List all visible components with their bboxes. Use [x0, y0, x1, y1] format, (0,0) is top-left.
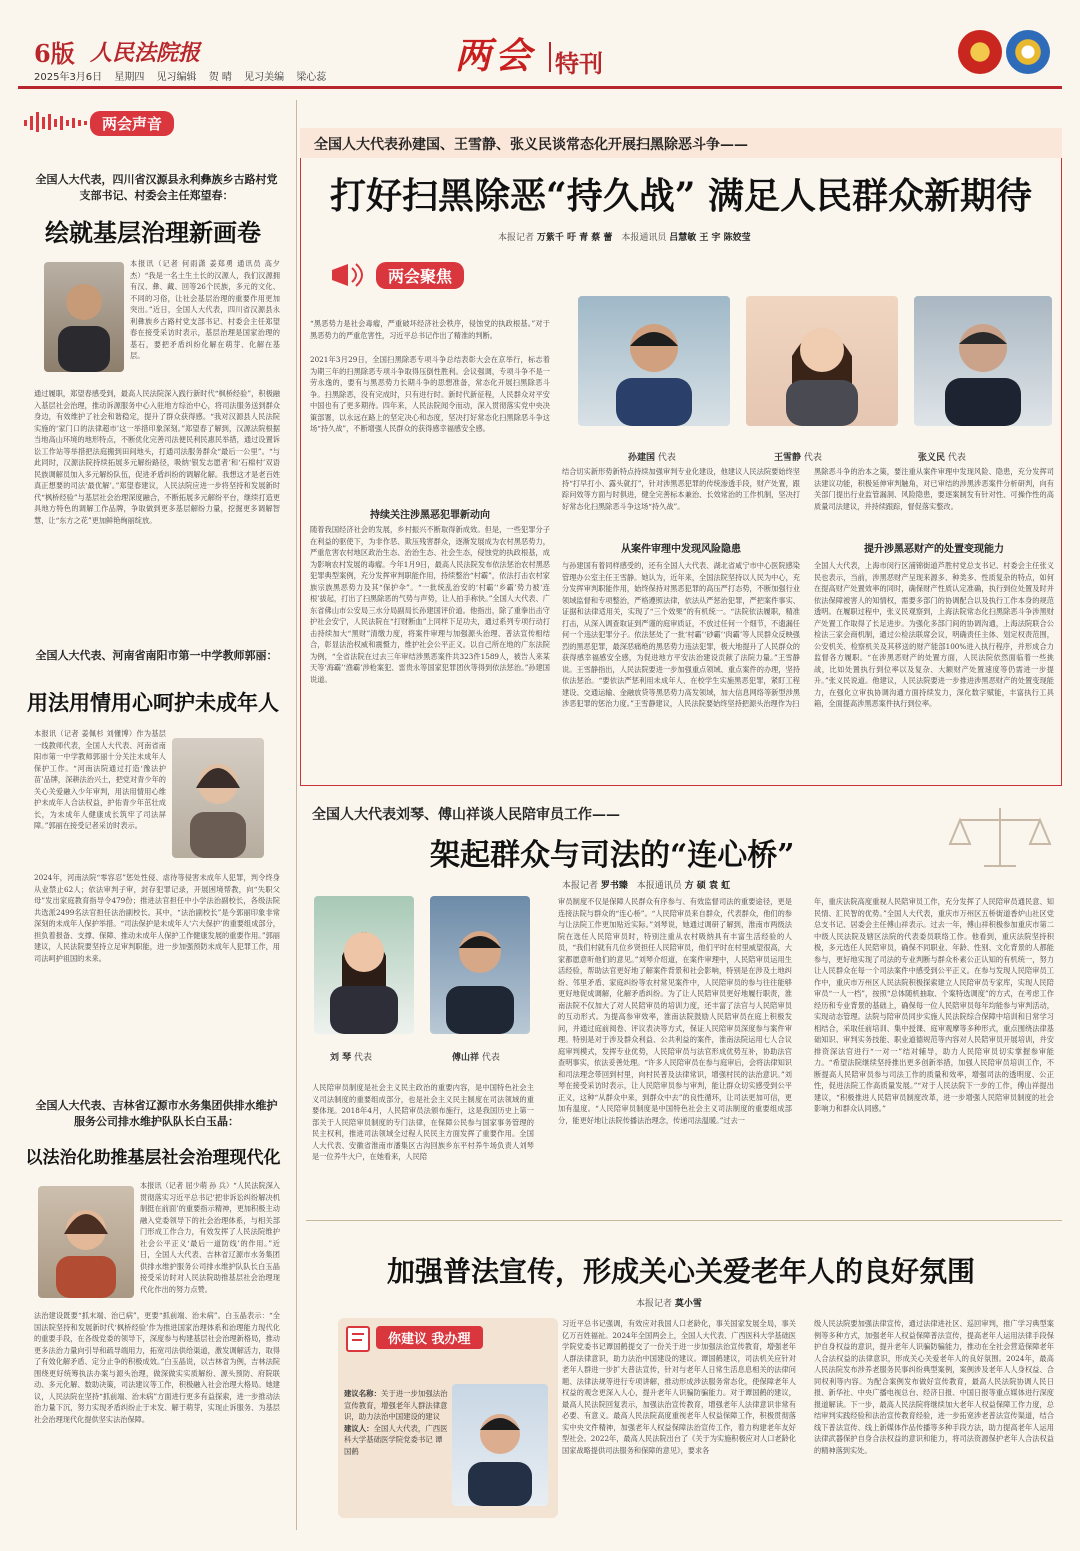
article-kicker: 全国人大代表刘琴、傅山祥谈人民陪审员工作—— [312, 807, 620, 823]
elder-paragraph: 级人民法院要加强法律宣传，通过法律进社区、巡回审判，推广学习典型案例等多种方式，加强老年人权益保障普法宣传，提高老年人运用法律手段保护自身权益的意识，提升老年人识骗防骗能力，推动在全社会营造保障老年人合法权益的法律意识，形成关心关爱老年人的良好氛围。2024年，最高人民法院发布涉养老服务民事纠纷典型案例，案例涉及老年人人身权益、合同权利等内容。为配合案例发布做好宣传教育，最高人民法院协调人民日报、新华社、中央广播电视总台、经济日报、中国日报等重点媒体进行深度报道解读。下一步，最高人民法院将继续加大老年人权益保障工作力度，总结审判实践经验和法治宣传教育经验，进一步拓宽涉老普法宣传渠道，结合线下普法宣传、线上新媒体作品传播等多种手段方法，助力提高老年人运用法律武器保护自身合法权益的意识和能力，将司法资源保护老年人合法权益的精神落到实处。 [814, 1319, 1054, 1455]
section-subtitle: 特刊 [555, 49, 603, 78]
portrait-photo [172, 738, 264, 858]
juror-paragraph: 人民陪审员制度是社会主义民主政治的重要内容，是中国特色社会主义司法制度的重要组成部分，也是社会主义民主制度在司法领域的重要体现。2018年4月，人民陪审员法颁布施行，这是我国历史上第一部关于人民陪审员制度的专门法律，在保障公民参与国家事务管理的民主权利，推进司法领域全过程人民民主方面发挥了重要作用。全国人大代表、安徽省淮南市潘集区古沟回族乡东平村养牛场负责人刘琴是一位养牛大户，在她看来，人民陪 [312, 1083, 534, 1161]
person-caption: 孙建国 代表 [628, 453, 676, 463]
person-icon [44, 262, 124, 372]
feature-byline: 本报记者 万紫千 吁 青 蔡 蕾 本报通讯员 吕慧敏 王 宇 陈姣莹 [498, 233, 751, 243]
person-icon [430, 896, 530, 1034]
article-body: 2024年，河南法院“零容忍”惩处性侵、虐待等侵害未成年人犯罪，判令终身从业禁止62人；依法审判子审，封存犯罪记录，开展困境帮教，向“失职父母”发出家庭教育指导令479份；推进法官担任中小学法治副校长，各级法院共选派2499名法官担任法治副校长。其中，“法治副校长”是今郭丽印象非常深刻的未成年人保护举措。“司法保护是未成年人‘六大保护’的重要组成部分，担负着报备、支撑、保障、推动未成年人保护工作健康发展的重要作用。”郭丽建议，人民法院要坚持立足审判职能，进一步加强预防未成年人犯罪工作，用司法呵护祖国的未来。 [34, 873, 280, 963]
portrait-photo [44, 262, 124, 372]
feature-paragraph: 全国人大代表，上海市闵行区浦锦街道芦胜村党总支书记、村委会主任张义民也表示，当前，涉黑恶财产呈现来源多、种类多、性质复杂的特点，如何在提高财产处置效率的同时，确保财产性质认定准确，执行到位处置及时并依法保障被害人的知情权，需要多部门的协调配合以及执行工作本身的规范透明。在履职过程中，张义民观察到，上海法院常态化扫黑除恶斗争涉黑财产处置工作取得了长足进步。为强化多部门间的协调沟通，上海法院联合公检法三家会商机制，通过公检法联席会议，明确责任主体、划定权责范围，公安机关、检察机关及其移送的财产能部100%进入执行程序，并形成合力监督各方履职。“在涉黑恶财产的处置方面，人民法院依然面临着一些挑战，比如处置执行到位率以及复杂、大额财产处置速度等仍需进一步提升。”张义民说道。他建议，人民法院要进一步推进涉黑恶财产的处置变现能力，在强化立审执协调沟通方面持续发力，深化数字赋能，丰富执行工具箱，全面提高涉黑恶案件执行到位率。 [814, 561, 1054, 708]
loudspeaker-icon [326, 258, 376, 292]
designer-label: 见习美编 [244, 72, 285, 83]
article-lead: 本报讯（记者 屈少萌 孙 兵）“人民法院深入贯彻落实习近平总书记‘把非诉讼纠纷解决机制挺在前面’的重要指示精神，更加积极主动融入党委领导下的社会治理体系，与相关部门形成工作合力，有效发挥了人民法院维护社会公平正义‘最后一道防线’的作用。”近日，全国人大代表、吉林省辽源市水务集团供排水维护服务公司排水维护队队长白玉晶接受采访时对人民法院助推基层社会治理现代化作出的努力点赞。 [140, 1181, 280, 1294]
feature-paragraph: 随着我国经济社会的发展，乡村振兴不断取得新成效。但是，一些犯罪分子在利益的驱使下，为非作恶、欺压残害群众，逐渐发展成为农村黑恶势力，严重危害农村地区政治生态、治治生态、社会生态，侵蚀党的执政根基，成为影响农村发展的毒瘤。今年1月9日，最高人民法院发布依法惩治农村黑恶犯罪典型案例，充分发挥审判职能作用，持续整治“村霸”，依法打击农村家族宗族黑恶势力及其“保护伞”。“一批统乱治安的‘村霸’‘乡霸’势力被‘连根’拔起，打出了扫黑除恶的气势与声势，让人拍手称快。”全国人大代表、广东省佛山市公安局三水分局副局长孙建国评价道。他指出，除了重拳出击守护社会安宁，人民法院在“打财断血”上同样下足功夫，通过系列专项行动打击持续加大“黑财”清缴力度，将案件审理与加强源头治理、普法宣传相结合，彰显法治权威和震慑力，维护社会公平正义。以自己所在地的广东法院为例，“全省法院在过去三年审结涉黑恶案件共323件1589人，被告人来某天等‘海霸’‘渔霸’涉枪案犯、雷贵永等国家犯罪团伙等得到依法惩治。”孙建国说道。 [310, 525, 550, 684]
person-icon [452, 1384, 548, 1506]
feature-paragraph: 黑除恶斗争的治本之策，要注重从案件审理中发现风险、隐患，充分发挥司法建议功能，积极延伸审判触角，对已审结的涉黑涉恶案件分析研判，向有关部门提出行业监管漏洞、风险隐患，要逐案制发有针对性、可操作性的高质量司法建议，并持续跟踪，督促落实整改。 [814, 467, 1054, 511]
feature-subhead: 提升涉黑恶财产的处置变现能力 [864, 544, 1004, 555]
feature-subhead: 从案件审理中发现风险隐患 [621, 544, 741, 555]
column-label-suggestion: 你建议 我办理 [344, 1324, 494, 1354]
person-icon [172, 738, 264, 858]
juror-paragraph: 审员制度不仅是保障人民群众有序参与、有效监督司法的重要途径，更是连接法院与群众的“连心桥”。“人民陪审员来自群众，代表群众，他们的参与让法院工作更加贴近实际。”刘琴说，她通过调研了解到，淮南市两级法院在选任人民陪审员时，特别注重从农村吸纳具有丰富生活经验的人员，“我们村就有几位乡贤担任人民陪审员，他们平时在村里威望很高，大家都愿意听他们的意见。”刘琴介绍道，在案件审理中，人民陪审员运用生活经验，帮助法官更好地了解案件背景和社会影响，特别是在涉及土地纠纷、邻里矛盾、家庭纠纷等农村常见案件中，人民陪审员的参与往往能够更好地促成调解，化解矛盾纠纷。为了让人民陪审员更好地履行职责，淮南法院不仅加大了对人民陪审员的培训力度，还丰富了法官与人民陪审员的互动形式。为提高参审效率，淮南法院鼓励人民陪审员在庭上积极发问，并通过庭前阅卷、评议表决等方式，保证人民陪审员深度参与案件审理。特别是对于涉及群众利益、公共利益的案件，淮南法院运用七人合议庭审判模式，发挥专业优势，人民陪审员与法官形成优势互补，协助法官查明事实，依法妥善处理。“许多人民陪审员在参与庭审后，会将法律知识和司法理念带回到村里，向村民普及法律常识，增强村民的法治意识。”刘琴在接受采访时表示，让人民陪审员参与审判，能让群众切实感受到公平正义，这种“从群众中来，到群众中去”的良性循环，让司法更加可信，更加有温度。“人民陪审员制度是中国特色社会主义司法制度的重要组成部分，能更好地让法院传播法治理念，传递司法温暖。”过去一 [558, 897, 792, 1125]
column-divider [296, 100, 297, 1530]
person-icon [314, 896, 414, 1034]
portrait-photo [452, 1384, 548, 1506]
issue-weekday: 星期四 [114, 72, 145, 83]
editor-label: 见习编辑 [156, 72, 197, 83]
person-icon [914, 296, 1052, 426]
article-kicker: 全国人大代表孙建国、王雪静、张义民谈常态化开展扫黑除恶斗争—— [314, 137, 748, 153]
person-caption: 张义民 代表 [918, 453, 966, 463]
section-divider [306, 1220, 1062, 1221]
person-icon [578, 296, 730, 426]
feature-paragraph: 2021年3月29日，全国扫黑除恶专项斗争总结表彰大会在京举行，标志着为期三年的扫黑除恶专项斗争取得压倒性胜利。会议强调，专项斗争不是一劳永逸的，要有与黑恶势力长期斗争的思想准备，常态化开展扫黑除恶斗争。扫黑除恶，没有完成时，只有进行时。新时代新征程，人民群众对平安中国也有了更多期待。四年来，人民法院闻令而动，深入贯彻落实党中央决策部署，以永远在路上的坚定决心和态度，坚决打好常态化扫黑除恶斗争这场“持久战”，不断增强人民群众的获得感幸福感安全感。 [310, 355, 550, 433]
article-kicker: 全国人大代表、吉林省辽源市水务集团供排水维护服务公司排水维护队队长白玉晶： [35, 1099, 278, 1128]
person-icon [746, 296, 898, 426]
portrait-photo [430, 896, 530, 1034]
elder-paragraph: 习近平总书记强调，有效应对我国人口老龄化，事关国家发展全局，事关亿万百姓福祉。2024年全国两会上，全国人大代表、广西医科大学基础医学院党委书记谭国鹤提交了一份关于进一步加强法治宣传教育，增强老年人群法律意识，助力法治中国建设的建议。谭国鹤建议，司法机关应针对老年人群进一步扩大普法宣传，针对与老年人日常生活息息相关的法律问题、法律法规等进行专项讲解，推动形成涉法服务常态化，使保障老年人权益的观念更深入人心，提升老年人识骗防骗能力。对于谭国鹤的建议，最高人民法院回复表示，加强法治宣传教育，增强老年人法律意识非常有必要、有意义。最高人民法院高度重视老年人权益保障工作，积极贯彻落实中央文件精神，加强老年人权益保障法治宣传工作，着力构建老年友好型社会。2022年，最高人民法院出台了《关于为实施积极应对人口老龄化国家战略提供司法服务和保障的意见》，要求各 [562, 1319, 796, 1455]
issue-date: 2025年3月6日 [34, 72, 103, 83]
portrait-photo [746, 296, 898, 426]
editor-name: 贺 晴 [208, 72, 232, 83]
article-lead: 本报讯（记者 姜佩杉 刘懂博）作为基层一线教师代表，全国人大代表、河南省南阳市第一中学教师郭丽十分关注未成年人保护工作。“河南法院通过打造‘豫法护苗’品牌，深耕法治兴土，把党对青少年的关心关爱融入少年审判，用法用情用心维护未成年人合法权益，护佑青少年茁壮成长，为未成年人健康成长筑牢了司法屏障。”郭丽在接受记者采访时表示。 [34, 729, 166, 830]
designer-name: 梁心蕊 [296, 72, 327, 83]
cppcc-emblem-icon [1006, 30, 1050, 74]
section-title: 两会 [455, 35, 536, 77]
juror-byline: 本报记者 罗书臻 本报通讯员 方 硕 袁 虹 [562, 881, 731, 891]
article-headline: 用法用情用心呵护未成年人 [27, 690, 279, 715]
feature-subhead: 持续关注涉黑恶犯罪新动向 [370, 510, 490, 521]
person-caption: 王雪静 代表 [774, 453, 822, 463]
article-lead: 本报讯（记者 何雨潇 姜郑勇 通讯员 高夕杰）“我是一名土生土长的汉源人，我们汉源拥有汉、彝、藏、回等26个民族，多元的文化、不同的习俗，让社会基层治理的重要作用更加突出。”近日，全国人大代表，四川省汉源县永利彝族乡古路村党支部书记、村委会主任郑望春在接受采访时表示，基层治理是国家治理的基石，要把矛盾纠纷化解在萌芽、化解在基层。 [130, 259, 280, 360]
portrait-photo [38, 1186, 134, 1298]
person-icon [38, 1186, 134, 1298]
newspaper-logo: 人民法院报 [90, 40, 201, 66]
issue-info [34, 68, 335, 83]
elder-headline: 加强普法宣传，形成关心关爱老年人的良好氛围 [386, 1255, 975, 1288]
feature-paragraph: 结合切实新形势新特点持续加强审判专业化建设，他建议人民法院要始终坚持“打早打小、露头就打”，针对涉黑恶犯罪的传统渗透手段，财产处置，跟踪问效等方面与时俱进，健全完善标本兼治、长效常治的工作机制，坚决打好常态化扫黑除恶斗争这场“持久战”。 [562, 467, 800, 511]
article-kicker: 全国人大代表、河南省南阳市第一中学教师郭丽： [35, 649, 278, 662]
elder-byline: 本报记者 莫小雪 [636, 1299, 702, 1309]
feature-paragraph: 与孙建国有着同样感受的，还有全国人大代表、湖北省咸宁市中心医院感染管理办公室主任王雪静。她认为，近年来，全国法院坚持以人民为中心，充分发挥审判职能作用，始终保持对黑恶犯罪的高压严打态势，不断加强行业领域监督和专项整治，严格遵照法律，依法从严惩治犯罪，严把案件事实、证据和法律适用关，实现了“三个效果”的有机统一。“法院依法履职，精准打击，从深入调查取证到严谨的庭审质证，不放过任何一个细节，不遗漏任何一个违法犯罪分子。依法惩处了一批‘村霸’‘砂霸’‘肉霸’等人民群众反映强烈的黑恶犯罪，最深恶痛绝的黑恶势力违法犯罪，极大地提升了人民群众的获得感幸福感安全感，为促进地方平安法治建设贡献了法院力量。”王雪静说。王雪静指出，人民法院要进一步加强重点领域、重点案件的办理，坚持依法惩治。“要依法严惩利用未成年人、在校学生实施黑恶犯罪，紧盯工程建设、交通运输、金融放贷等黑恶势力高发领域，加大信息网络等新型涉黑涉恶犯罪的惩治力度。”王雪静建议，人民法院要始终坚持把源头治理作为扫 [562, 561, 800, 708]
document-pen-icon [344, 1324, 378, 1354]
article-body: 法治建设既要“抓末端、治已病”，更要“抓前端、治未病”。白玉晶表示：“全国法院坚持和发展新时代‘枫桥经验’作为推进国家治理体系和治理能力现代化的重要手段，在各级党委的领导下，深度参与构建基层社会治理新格局，推动更多法治力量向引导和疏导端用力，拓宽司法供给渠道，激发调解活力，取得了有效化解矛盾、定分止争的积极成效。”白玉晶说，以吉林省为例，吉林法院围绕更好统筹执法办案与源头治理，做深做实实质解纷、源头预防、府院联动、多元化解、数助决策，司法建议等工作，积极融入社会治理大格局。她建议，人民法院在坚持“抓前端、治未病”方面进行更多有益探索，进一步推动法治力量下沉，努力实现矛盾纠纷止于未发、解于萌芽，实现止诉服务、为基层社会治理现代化提供坚实法治保障。 [34, 1311, 280, 1424]
feature-headline: 打好扫黑除恶“持久战” 满足人民群众新期待 [330, 175, 1032, 217]
juror-paragraph: 年，重庆法院高度重视人民陪审员工作，充分发挥了人民陪审员通民意、知民情、汇民智的优势。”全国人大代表，重庆市万州区五桥街道香炉山社区党总支书记、居委会主任傅山祥表示。过去一年，傅山祥积极参加重庆市第二中级人民法院及辖区法院的代表委员联络工作。他看到，重庆法院坚持积极，多元选任人民陪审员，确保不同职业、年龄、性别、文化背景的人都能参与，更好地实现了司法的专业判断与群众朴素公正认知的有机统一，努力让人民群众在每一个司法案件中感受到公平正义。在参与发现人民陪审员工作中，重庆市万州区人民法院积极探索建立人民陪审员专家库，实现人民陪审员“一人一档”，按照“总体随机抽取、个案特选调度”的方式，在考虑工作经历和专业背景的基础上，确保每一位人民陪审员每年均能参与审判活动，实现动态管理。法院与陪审员同步实施人民法院综合保障中培训和日常学习相结合，采取任前培训、集中授课、庭审观摩等多种形式，重点围绕法律基础知识、审判实务技能、职业道德规范等内容对人民陪审员开展培训，并安排资深法官进行“一对一”结对辅导，助力人民陪审员切实掌握参审能力。“希望法院继续坚持推出更多创新举措，加强人民陪审员培训工作，不断提高人民陪审员参与司法工作的质量和效率，增强司法的透明度、公正性，促进法院工作高质量发展。”“对于人民法院下一步的工作，傅山祥提出建议，“积极推进人民陪审员制度改革，进一步增强人民陪审员制度的社会影响力和群众认同感。” [814, 897, 1054, 1113]
article-headline: 以法治化助推基层社会治理现代化 [25, 1148, 281, 1168]
masthead-rule [18, 86, 1062, 89]
page-number: 6版 [34, 39, 75, 68]
soundwave-icon [20, 108, 100, 136]
suggestion-details: 建议名称：关于进一步加强法治宣传教育，增强老年人群法律意识，助力法治中国建设的建议 建议人：全国人大代表，广西医科大学基础医学院党委书记 谭国鹤 [344, 1389, 448, 1456]
juror-headline: 架起群众与司法的“连心桥” [430, 838, 795, 873]
title-divider [549, 42, 551, 72]
column-label-voices: 两会声音 [20, 108, 180, 136]
person-caption: 刘 琴 代表 [330, 1053, 373, 1063]
column-label-focus: 两会聚焦 [326, 258, 496, 292]
portrait-photo [578, 296, 730, 426]
portrait-photo [914, 296, 1052, 426]
scales-of-justice-icon [900, 800, 1060, 876]
feature-paragraph: “黑恶势力是社会毒瘤，严重破坏经济社会秩序，侵蚀党的执政根基。”对于黑恶势力的严重危害性，习近平总书记作出了精准的判断。 [310, 319, 550, 340]
article-body: 通过履职，郑望春感受到，最高人民法院深入践行新时代“枫桥经验”，积极融入基层社会治理，推动诉源服务中心入驻地方综治中心，将司法服务送到群众身边，有效维护了社会和谐稳定，提升了群众获得感。“我对汉源县人民法院实施的‘家门口的法律超市’这一举措印象深刻。”郑望春了解到，汉源法院根据当地高山环境的地形特点，不断优化完善司法便民利民惠民举措，通过设置诉讼工作站等举措把法庭搬到田间地头，打通司法服务群众“最后一公里”。“与此同时，汉源法院持续拓展多元解纷路径，吸纳‘银发志愿者’和‘石棉村’双语民族调解员加入多元解纷队伍，促进矛盾纠纷的调解化解。我想这才是老百姓真正想要的司法‘最优解’。”郑望春建议，人民法院应进一步将坚持和发展新时代“枫桥经验”与基层社会治理深度融合，不断拓展多元解纷平台，继续打造更具地方特色的调解工作品牌，争取做到更多基层解纷力量，挖掘更多调解智慧，让“东方之花”更加鲜艳绚丽绽放。 [34, 389, 280, 525]
person-caption: 傅山祥 代表 [452, 1053, 500, 1063]
portrait-photo [314, 896, 414, 1034]
national-emblem-icon [958, 30, 1002, 74]
article-headline: 绘就基层治理新画卷 [45, 218, 261, 247]
article-kicker: 全国人大代表，四川省汉源县永利彝族乡古路村党支部书记、村委会主任郑望春： [35, 173, 278, 202]
